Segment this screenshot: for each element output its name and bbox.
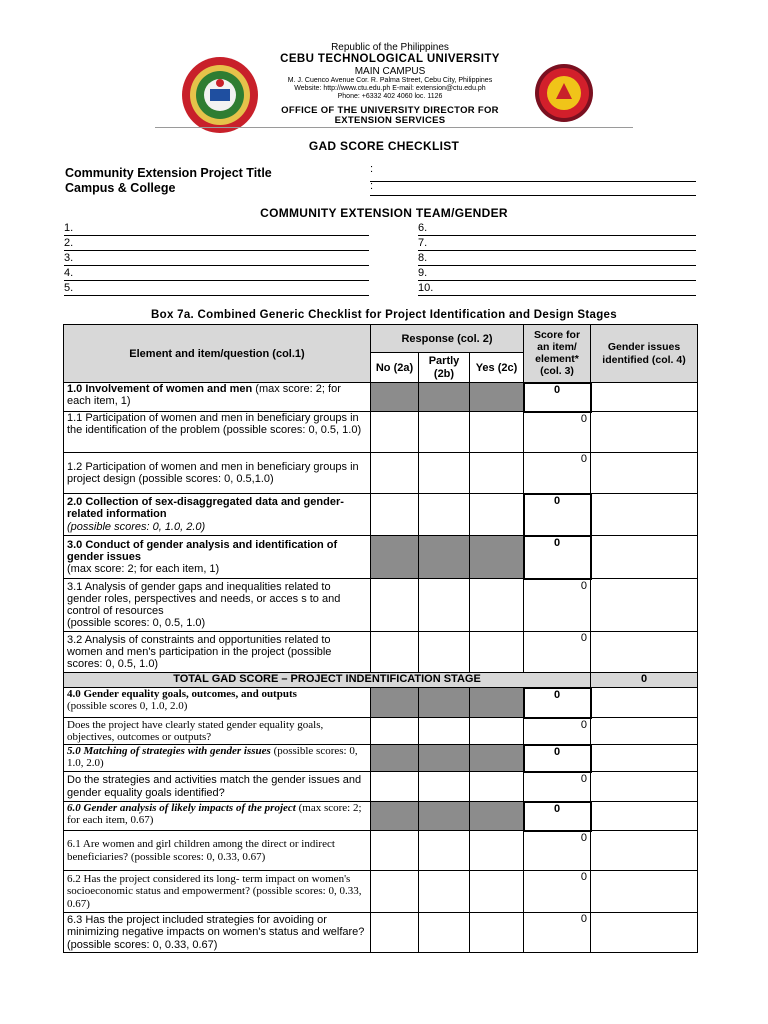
team-number: 9. bbox=[418, 267, 428, 279]
phone-line: Phone: +6332 402 4060 loc. 1126 bbox=[337, 92, 443, 100]
yes-cell[interactable] bbox=[470, 453, 524, 494]
issues-header: Gender issues identified (col. 4) bbox=[591, 325, 698, 383]
partly-cell[interactable] bbox=[419, 412, 470, 453]
team-number: 1. bbox=[64, 222, 74, 234]
team-member-field[interactable] bbox=[64, 280, 369, 281]
score-cell[interactable]: 0 bbox=[524, 632, 591, 673]
score-cell[interactable]: 0 bbox=[524, 772, 591, 802]
score-cell[interactable]: 0 bbox=[524, 688, 591, 718]
team-member-field[interactable] bbox=[418, 235, 696, 236]
score-cell[interactable]: 0 bbox=[524, 536, 591, 579]
no-cell[interactable] bbox=[371, 412, 419, 453]
campus-college-label: Campus & College bbox=[65, 181, 176, 195]
box-title: Box 7a. Combined Generic Checklist for Project Identification and Design Stages bbox=[151, 309, 617, 321]
score-cell[interactable]: 0 bbox=[524, 802, 591, 831]
table-row bbox=[64, 383, 698, 412]
item-text: Do the strategies and activities match the gender issues and gender equality goals identified? bbox=[67, 774, 362, 799]
yes-cell[interactable] bbox=[470, 871, 524, 913]
score-cell[interactable]: 0 bbox=[524, 745, 591, 772]
element-note: (possible scores 0, 1.0, 2.0) bbox=[67, 700, 188, 713]
republic-line: Republic of the Philippines bbox=[331, 42, 449, 53]
score-cell[interactable]: 0 bbox=[524, 871, 591, 913]
yes-cell[interactable] bbox=[470, 718, 524, 745]
team-number: 5. bbox=[64, 282, 74, 294]
team-member-field[interactable] bbox=[418, 265, 696, 266]
yes-cell[interactable] bbox=[470, 632, 524, 673]
item-text: 3.1 Analysis of gender gaps and inequalities related to gender roles, perspectives and needs, or acces s to and control of resources (possible scores: 0, 0.5, 1.0) bbox=[67, 580, 341, 630]
team-number: 7. bbox=[418, 237, 428, 249]
yes-cell[interactable] bbox=[470, 772, 524, 802]
header-divider bbox=[155, 127, 633, 128]
issues-cell[interactable] bbox=[591, 913, 698, 953]
team-number: 8. bbox=[418, 252, 428, 264]
issues-cell[interactable] bbox=[591, 772, 698, 802]
table-row bbox=[64, 412, 698, 453]
no-cell[interactable] bbox=[371, 831, 419, 871]
item-text: 6.3 Has the project included strategies for avoiding or minimizing negative impacts on women's status and welfare? (possible scores: 0, 0.33, 0.67) bbox=[67, 914, 365, 951]
issues-cell[interactable] bbox=[591, 831, 698, 871]
score-cell[interactable]: 0 bbox=[524, 913, 591, 953]
table-row bbox=[64, 494, 698, 536]
item-text: 6.2 Has the project considered its long- term impact on women's socioeconomic status and empowerment? (possible scores: 0, 0.33, 0.67) bbox=[67, 873, 362, 910]
yes-cell[interactable] bbox=[470, 913, 524, 953]
university-seal-logo bbox=[180, 55, 260, 135]
col1-header: Element and item/question (col.1) bbox=[64, 325, 371, 383]
doc-title: GAD SCORE CHECKLIST bbox=[308, 139, 460, 153]
item-text: Does the project have clearly stated gender equality goals, objectives, outcomes or outputs? bbox=[67, 718, 324, 743]
table-row bbox=[64, 871, 698, 913]
table-row bbox=[64, 831, 698, 871]
score-cell[interactable]: 0 bbox=[524, 412, 591, 453]
project-title-field[interactable] bbox=[370, 181, 696, 182]
score-cell[interactable]: 0 bbox=[524, 383, 591, 412]
total-label: TOTAL GAD SCORE – PROJECT INDENTIFICATION STAGE bbox=[64, 673, 591, 688]
issues-cell[interactable] bbox=[591, 688, 698, 718]
table-row bbox=[64, 913, 698, 953]
no-cell[interactable] bbox=[371, 913, 419, 953]
partly-cell[interactable] bbox=[419, 831, 470, 871]
team-number: 2. bbox=[64, 237, 74, 249]
issues-cell[interactable] bbox=[591, 579, 698, 632]
partly-cell[interactable] bbox=[419, 772, 470, 802]
partly-header: Partly (2b) bbox=[419, 353, 470, 383]
colon: : bbox=[370, 163, 374, 175]
table-row bbox=[64, 536, 698, 579]
no-cell[interactable] bbox=[371, 772, 419, 802]
gad-checklist-table bbox=[63, 324, 698, 953]
no-cell[interactable] bbox=[371, 579, 419, 632]
issues-cell[interactable] bbox=[591, 536, 698, 579]
issues-cell[interactable] bbox=[591, 802, 698, 831]
item-text: 1.2 Participation of women and men in beneficiary groups in project design (possible scores: 0, 0.5,1.0) bbox=[67, 460, 359, 485]
element-title: 3.0 Conduct of gender analysis and identification of gender issues bbox=[67, 538, 338, 563]
team-title: COMMUNITY EXTENSION TEAM/GENDER bbox=[260, 206, 508, 220]
no-cell[interactable] bbox=[371, 718, 419, 745]
yes-cell[interactable] bbox=[470, 831, 524, 871]
score-cell[interactable]: 0 bbox=[524, 494, 591, 536]
element-note: (possible scores: 0, 1.0, 2.0) bbox=[67, 520, 206, 533]
issues-cell[interactable] bbox=[591, 871, 698, 913]
yes-cell[interactable] bbox=[470, 412, 524, 453]
total-row bbox=[64, 673, 698, 688]
address-line: M. J. Cuenco Avenue Cor. R. Palma Street, Cebu City, Philippines bbox=[287, 77, 493, 85]
website-line: Website: http://www.ctu.edu.ph E-mail: extension@ctu.edu.ph bbox=[294, 85, 486, 93]
partly-cell[interactable] bbox=[419, 718, 470, 745]
issues-cell[interactable] bbox=[591, 412, 698, 453]
campus-college-field[interactable] bbox=[370, 195, 696, 196]
score-cell[interactable]: 0 bbox=[524, 579, 591, 632]
partly-cell[interactable] bbox=[419, 913, 470, 953]
element-note: (max score: 2; for each item, 0.67) bbox=[67, 802, 362, 827]
team-number: 4. bbox=[64, 267, 74, 279]
partly-cell[interactable] bbox=[419, 453, 470, 494]
score-cell[interactable]: 0 bbox=[524, 831, 591, 871]
element-title: 4.0 Gender equality goals, outcomes, and outputs bbox=[67, 688, 297, 700]
total-value: 0 bbox=[591, 673, 698, 688]
team-member-field[interactable] bbox=[64, 235, 369, 236]
element-title: 2.0 Collection of sex-disaggregated data and gender-related information bbox=[67, 496, 344, 521]
team-number: 6. bbox=[418, 222, 428, 234]
team-number: 10. bbox=[418, 282, 434, 294]
issues-cell[interactable] bbox=[591, 718, 698, 745]
yes-header: Yes (2c) bbox=[470, 353, 524, 383]
response-header: Response (col. 2) bbox=[371, 325, 524, 353]
team-member-field[interactable] bbox=[418, 280, 696, 281]
element-title: 5.0 Matching of strategies with gender issues bbox=[67, 745, 271, 757]
team-member-field[interactable] bbox=[64, 295, 369, 296]
score-cell[interactable]: 0 bbox=[524, 718, 591, 745]
asean-logo bbox=[534, 63, 594, 123]
team-member-field[interactable] bbox=[418, 295, 696, 296]
team-number: 3. bbox=[64, 252, 74, 264]
item-text: 6.1 Are women and girl children among the direct or indirect beneficiaries? (possible scores: 0, 0.33, 0.67) bbox=[67, 838, 335, 863]
issues-cell[interactable] bbox=[591, 383, 698, 412]
colon: : bbox=[370, 180, 374, 192]
table-row bbox=[64, 718, 698, 745]
team-member-field[interactable] bbox=[64, 250, 369, 251]
element-note: (max score: 2; for each item, 1) bbox=[67, 563, 220, 576]
team-member-field[interactable] bbox=[64, 265, 369, 266]
table-row bbox=[64, 802, 698, 831]
item-text: 3.2 Analysis of constraints and opportunities related to women and men's participation in the project (possible scores: 0, 0.5, 1.0) bbox=[67, 633, 332, 671]
office-line-2: EXTENSION SERVICES bbox=[334, 115, 446, 127]
table-row bbox=[64, 453, 698, 494]
no-header: No (2a) bbox=[371, 353, 419, 383]
score-cell[interactable]: 0 bbox=[524, 453, 591, 494]
partly-cell[interactable] bbox=[419, 871, 470, 913]
yes-cell[interactable] bbox=[470, 579, 524, 632]
issues-cell[interactable] bbox=[591, 632, 698, 673]
element-title: 6.0 Gender analysis of likely impacts of the project bbox=[67, 802, 296, 814]
partly-cell[interactable] bbox=[419, 632, 470, 673]
office-line-1: OFFICE OF THE UNIVERSITY DIRECTOR FOR bbox=[281, 104, 499, 116]
no-cell[interactable] bbox=[371, 453, 419, 494]
no-cell[interactable] bbox=[371, 871, 419, 913]
issues-cell[interactable] bbox=[591, 745, 698, 772]
campus-line: MAIN CAMPUS bbox=[354, 66, 426, 78]
partly-cell[interactable] bbox=[419, 579, 470, 632]
university-name: CEBU TECHNOLOGICAL UNIVERSITY bbox=[280, 53, 500, 66]
project-title-label: Community Extension Project Title bbox=[65, 166, 272, 180]
issues-cell[interactable] bbox=[591, 494, 698, 536]
item-text: 1.1 Participation of women and men in beneficiary groups in the identification of the problem (possible scores: 0, 0.5, 1.0) bbox=[67, 412, 362, 437]
table-row bbox=[64, 745, 698, 772]
element-title: 1.0 Involvement of women and men bbox=[67, 383, 253, 395]
team-member-field[interactable] bbox=[418, 250, 696, 251]
table-row bbox=[64, 688, 698, 718]
table-row bbox=[64, 579, 698, 632]
element-note: (possible scores: 0, 1.0, 2.0) bbox=[67, 745, 358, 770]
issues-cell[interactable] bbox=[591, 453, 698, 494]
no-cell[interactable] bbox=[371, 632, 419, 673]
element-note: (max score: 2; for each item, 1) bbox=[67, 383, 341, 408]
table-row bbox=[64, 632, 698, 673]
score-header: Score for an item/ element* (col. 3) bbox=[524, 325, 591, 383]
table-row bbox=[64, 772, 698, 802]
letterhead bbox=[270, 42, 510, 127]
